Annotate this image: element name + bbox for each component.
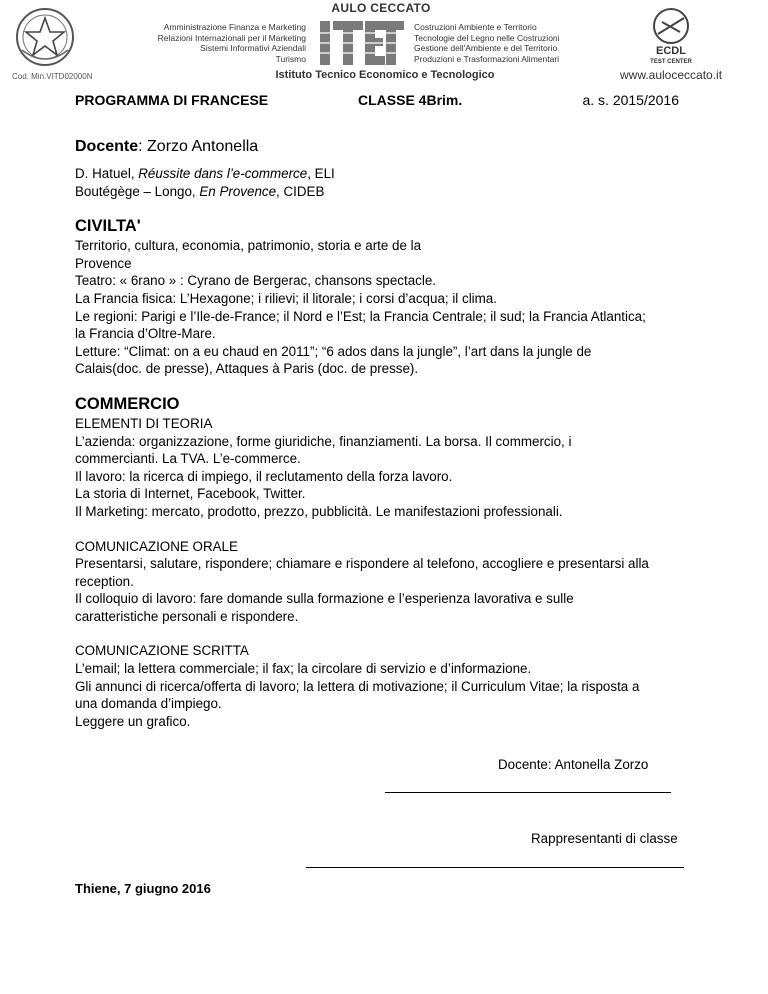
course-line: Produzioni e Trasformazioni Alimentari	[414, 53, 560, 64]
civilta-content	[75, 237, 695, 378]
title-row	[75, 90, 695, 112]
subsection-title: ELEMENTI DI TEORIA	[75, 415, 213, 431]
ecdl-label: ECDL	[656, 45, 686, 57]
italian-republic-emblem-icon	[14, 6, 76, 68]
subsection-title: COMUNICAZIONE ORALE	[75, 538, 238, 554]
book-title: Réussite dans l’e-commerce	[138, 166, 308, 181]
text-line: La Francia fisica: L’Hexagone; i rilievi; il litorale; i corsi d’acqua; il clima.	[75, 290, 497, 306]
course-line: Turismo	[275, 53, 306, 64]
course-line: Tecnologie del Legno nelle Costruzioni	[414, 32, 560, 43]
text-line: L’azienda: organizzazione, forme giuridiche, finanziamenti. La borsa. Il commercio, i	[75, 433, 572, 449]
school-name: AULO CECCATO	[331, 1, 431, 15]
text-line: L’email; la lettera commerciale; il fax; la circolare di servizio e d’informazione.	[75, 661, 532, 677]
course-line: Relazioni Internazionali per il Marketing	[157, 32, 306, 43]
book-publisher: , ELI	[307, 166, 335, 181]
place-date: Thiene, 7 giugno 2016	[75, 881, 211, 897]
book-line	[75, 165, 695, 183]
text-line: Provence	[75, 255, 132, 271]
class-label: CLASSE 4Brim.	[358, 92, 463, 108]
section-title-civilta: CIVILTA'	[75, 217, 141, 236]
right-courses	[414, 22, 560, 64]
teacher-label: Docente	[75, 138, 139, 155]
text-line: Il Marketing: mercato, prodotto, prezzo, pubblicità. Le manifestazioni professionali.	[75, 503, 563, 519]
section-title-commercio: COMMERCIO	[75, 394, 180, 413]
letterhead	[0, 0, 768, 90]
representatives-signature-line	[306, 867, 684, 868]
text-line: Leggere un grafico.	[75, 713, 191, 729]
itet-logo	[318, 19, 406, 67]
text-line: Gli annunci di ricerca/offerta di lavoro; la lettera di motivazione; il Curriculum Vitae; la risposta a	[75, 678, 640, 694]
text-line: Le regioni: Parigi e l’Ile-de-France; il Nord e l’Est; la Francia Centrale; il sud; la Francia Atlantica;	[75, 308, 646, 324]
book-author: D. Hatuel,	[75, 166, 139, 181]
website-link[interactable]: www.auloceccato.it	[620, 68, 723, 82]
document-body	[75, 90, 695, 898]
book-line	[75, 183, 695, 201]
school-year: a. s. 2015/2016	[582, 92, 679, 108]
teoria-content	[75, 415, 695, 521]
school-subtitle: Istituto Tecnico Economico e Tecnologico	[275, 69, 495, 81]
text-line: Il lavoro: la ricerca di impiego, il reclutamento della forza lavoro.	[75, 468, 453, 484]
book-publisher: , CIDEB	[276, 183, 325, 199]
course-line: Gestione dell'Ambiente e del Territorio	[414, 43, 558, 53]
left-courses	[158, 22, 306, 64]
text-line: commercianti. La TVA. L’e-commerce.	[75, 451, 301, 467]
course-line: Amministrazione Finanza e Marketing	[163, 22, 306, 32]
course-line: Costruzioni Ambiente e Territorio	[414, 22, 537, 32]
text-line: una domanda d’impiego.	[75, 696, 222, 712]
text-line: caratteristiche personali e rispondere.	[75, 608, 299, 624]
text-line: Letture: “Climat: on a eu chaud en 2011”; “6 ados dans la jungle”, l’art dans la jungle de	[75, 343, 592, 359]
cod-min: Cod. Min.VITD02000N	[12, 72, 93, 81]
text-line: Presentarsi, salutare, rispondere; chiamare e rispondere al telefono, accogliere e presentarsi alla	[75, 556, 649, 572]
teacher-line	[75, 137, 695, 157]
teacher-signature-label: Docente: Antonella Zorzo	[498, 757, 649, 773]
book-author: Boutégège – Longo,	[75, 183, 200, 199]
orale-content	[75, 538, 695, 626]
signature-block	[75, 730, 695, 880]
scritta-content	[75, 642, 695, 730]
book-title: En Provence	[199, 183, 277, 199]
subsection-title: COMUNICAZIONE SCRITTA	[75, 643, 249, 659]
textbooks	[75, 165, 695, 200]
teacher-signature-line	[385, 792, 671, 793]
program-title: PROGRAMMA DI FRANCESE	[75, 92, 269, 108]
text-line: la Francia d’Oltre-Mare.	[75, 326, 216, 342]
text-line: Calais(doc. de presse), Attaques à Paris (doc. de presse).	[75, 361, 419, 377]
text-line: La storia di Internet, Facebook, Twitter.	[75, 486, 306, 502]
text-line: Territorio, cultura, economia, patrimonio, storia e arte de la	[75, 238, 422, 254]
ecdl-logo	[640, 4, 702, 66]
text-line: Il colloquio di lavoro: fare domande sulla formazione e l’esperienza lavorativa e sulle	[75, 591, 574, 607]
text-line: Teatro: « 6rano » : Cyrano de Bergerac, chansons spectacle.	[75, 273, 437, 289]
teacher-name: : Zorzo Antonella	[138, 138, 259, 155]
course-line: Sistemi Informativi Aziendali	[200, 43, 306, 53]
representatives-label: Rappresentanti di classe	[531, 831, 678, 847]
ecdl-sub: TEST CENTER	[650, 59, 692, 65]
text-line: reception.	[75, 573, 134, 589]
